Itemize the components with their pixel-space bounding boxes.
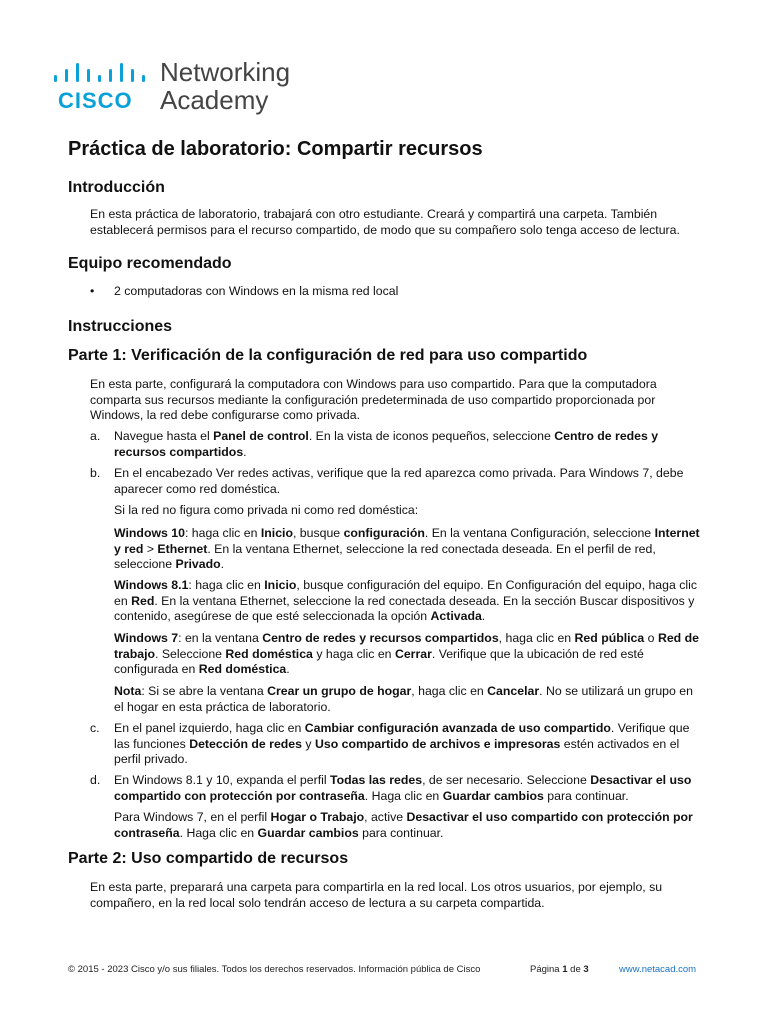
instructions-heading: Instrucciones [68, 318, 173, 335]
part1-intro: En esta parte, configurará la computadora con Windows para uso compartido. Para que la computadora comparta sus recursos mediante la configuración predeterminada de uso compartido proporcionada por Windows, la red debe configurarse como privada. [90, 377, 657, 422]
step-b-win81: Windows 8.1: haga clic en Inicio, busque configuración del equipo. En Configuración del equipo, haga clic en Red. En la ventana Ethernet, seleccione la red conectada deseada. En la sección Buscar dispositivos y contenido, asegúrese de que esté seleccionada la opción Activada. [114, 578, 698, 623]
equipment-item-text: 2 computadoras con Windows en la misma red local [114, 284, 399, 298]
logo-brand: CISCO [58, 88, 133, 113]
step-a-marker: a. [90, 429, 101, 443]
footer-netacad-link[interactable]: www.netacad.com [619, 964, 697, 975]
cisco-networking-academy-logo [52, 58, 312, 118]
logo-line1: Networking [160, 57, 291, 87]
equipment-heading: Equipo recomendado [68, 255, 232, 272]
step-c-marker: c. [90, 721, 100, 735]
step-b-text: En el encabezado Ver redes activas, verifique que la red aparezca como privada. Para Windows 7, debe aparecer como red doméstica. [114, 466, 684, 496]
step-c-text: En el panel izquierdo, haga clic en Cambiar configuración avanzada de uso compartido. Verifique que las funciones Detección de redes y Uso compartido de archivos e impresoras estén activados en el perfil privado. [114, 721, 690, 766]
step-b-win7: Windows 7: en la ventana Centro de redes y recursos compartidos, haga clic en Red pública o Red de trabajo. Seleccione Red doméstica y haga clic en Cerrar. Verifique que la ubicación de red esté configurada en Red doméstica. [114, 631, 699, 676]
intro-text: En esta práctica de laboratorio, trabajará con otro estudiante. Creará y compartirá una carpeta. También establecerá permisos para el recurso compartido, de modo que su compañero solo tenga acceso de lectura. [90, 207, 680, 237]
part2-intro: En esta parte, preparará una carpeta para compartirla en la red local. Los otros usuarios, por ejemplo, su compañero, en la red local solo tendrán acceso de lectura a su carpeta compartida. [90, 880, 663, 910]
part1-heading: Parte 1: Verificación de la configuración de red para uso compartido [68, 347, 588, 364]
step-a-text: Navegue hasta el Panel de control. En la vista de iconos pequeños, seleccione Centro de redes y recursos compartidos. [114, 429, 659, 459]
step-d-marker: d. [90, 773, 101, 787]
part2-heading: Parte 2: Uso compartido de recursos [68, 850, 349, 867]
step-b-note: Si la red no figura como privada ni como red doméstica: [114, 503, 419, 517]
page-title: Práctica de laboratorio: Compartir recursos [68, 138, 483, 160]
step-b-win10: Windows 10: haga clic en Inicio, busque configuración. En la ventana Configuración, seleccione Internet y red > Ethernet. En la ventana Ethernet, seleccione la red conectada deseada. En el perfil de red, seleccione Privado. [114, 526, 700, 571]
step-b-nota: Nota: Si se abre la ventana Crear un grupo de hogar, haga clic en Cancelar. No se utilizará un grupo en el hogar en esta práctica de laboratorio. [114, 684, 693, 714]
step-d-text: En Windows 8.1 y 10, expanda el perfil Todas las redes, de ser necesario. Seleccione Desactivar el uso compartido con protección por contraseña. Haga clic en Guardar cambios para continuar. [114, 773, 692, 803]
bullet-marker: • [90, 284, 95, 298]
footer-copyright: © 2015 - 2023 Cisco y/o sus filiales. Todos los derechos reservados. Información pública de Cisco [68, 964, 481, 975]
step-d-win7: Para Windows 7, en el perfil Hogar o Trabajo, active Desactivar el uso compartido con protección por contraseña. Haga clic en Guardar cambios para continuar. [114, 810, 693, 840]
step-b-marker: b. [90, 466, 101, 480]
footer-page-number: Página 1 de 3 [530, 964, 589, 975]
intro-heading: Introducción [68, 179, 165, 196]
logo-line2: Academy [160, 85, 269, 115]
cisco-bars-icon [52, 62, 154, 82]
